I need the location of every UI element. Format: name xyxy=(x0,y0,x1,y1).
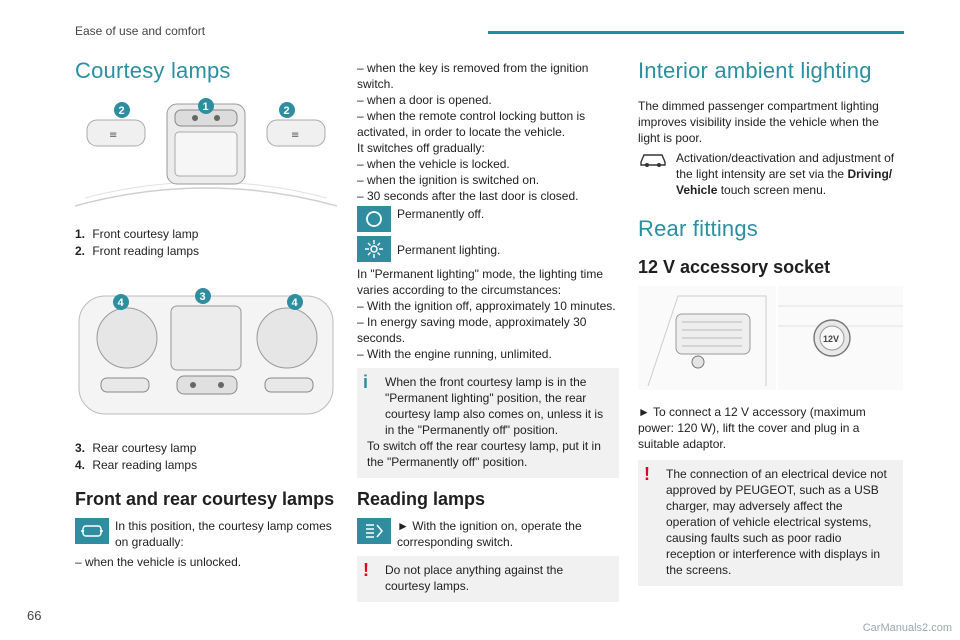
reading-text: ► With the ignition on, operate the corresponding switch. xyxy=(397,519,582,549)
perm-off-text: Permanently off. xyxy=(397,207,485,221)
heading-rear-fittings: Rear fittings xyxy=(638,216,758,241)
socket-label: 12V xyxy=(823,334,840,344)
socket-warning-text: The connection of an electrical device not approved by PEUGEOT, such as a USB charger, may adversely affect the operation of vehicle electrical systems, causing faults such as poor radio reception or interference with displays in the screens. xyxy=(666,467,887,577)
socket-figure xyxy=(638,286,903,390)
car-icon xyxy=(638,150,672,173)
off-circle-icon xyxy=(357,206,391,232)
rear-courtesy-illustration xyxy=(75,282,337,418)
list-item: 1. Front courtesy lamp xyxy=(75,227,199,241)
badge-4-right: 4 xyxy=(291,297,298,309)
ambient-text: The dimmed passenger compartment lighting improves visibility inside the vehicle when the light is poor. xyxy=(638,99,879,145)
warning-text: Do not place anything against the courtesy lamps. xyxy=(385,563,564,593)
perm-line: – With the engine running, unlimited. xyxy=(357,347,552,361)
badge-1: 1 xyxy=(202,101,209,113)
warning-icon: ! xyxy=(644,464,650,484)
perm-off-row xyxy=(357,206,619,232)
unlock-line: – when the vehicle is unlocked. xyxy=(75,555,242,569)
info-icon: i xyxy=(363,372,369,392)
condition-line: – when the vehicle is locked. xyxy=(357,157,510,171)
heading-socket: 12 V accessory socket xyxy=(638,257,831,277)
page-number: 66 xyxy=(27,608,42,623)
condition-line: It switches off gradually: xyxy=(357,141,485,155)
warning-icon: ! xyxy=(363,560,369,580)
ambient-instruction: Activation/deactivation and adjustment of the light intensity are set via the Driving/ Vehicle touch screen menu. xyxy=(676,151,895,197)
svg-text:≡: ≡ xyxy=(109,130,118,141)
ambient-row xyxy=(638,150,903,198)
heading-reading-lamps: Reading lamps xyxy=(357,489,486,509)
reading-row xyxy=(357,518,619,550)
column-ambient xyxy=(638,52,903,592)
condition-line: – when the key is removed from the ignition switch. xyxy=(357,61,589,91)
perm-line: – In energy saving mode, approximately 30 seconds. xyxy=(357,315,587,345)
badge-4-left: 4 xyxy=(117,297,124,309)
list-item: 4. Rear reading lamps xyxy=(75,458,198,472)
perm-light-text: Permanent lighting. xyxy=(397,243,501,257)
front-lamp-list xyxy=(75,226,337,260)
column-conditions xyxy=(357,52,619,608)
warning-note-lamps xyxy=(357,556,619,602)
sun-icon xyxy=(357,236,391,262)
perm-line: – With the ignition off, approximately 10 minutes. xyxy=(357,299,616,313)
heading-front-rear: Front and rear courtesy lamps xyxy=(75,489,335,509)
column-courtesy xyxy=(75,52,337,570)
front-courtesy-figure xyxy=(75,98,337,208)
condition-line: – when the ignition is switched on. xyxy=(357,173,540,187)
badge-2-left: 2 xyxy=(118,105,125,117)
condition-line: – when the remote control locking button is activated, in order to locate the vehicle. xyxy=(357,109,586,139)
header-rule xyxy=(488,31,904,34)
badge-2-right: 2 xyxy=(283,105,290,117)
perm-light-row xyxy=(357,236,619,262)
front-courtesy-illustration xyxy=(75,98,337,208)
rear-lamp-list xyxy=(75,440,337,474)
info-note-text-a: When the front courtesy lamp is in the "Permanent lighting" position, the rear courtesy lamp also comes on, unless it is in the "Permanently off" position. xyxy=(385,375,604,437)
running-header: Ease of use and comfort xyxy=(75,24,206,38)
gradual-on-row xyxy=(75,518,337,550)
badge-3: 3 xyxy=(199,291,206,303)
list-item: 3. Rear courtesy lamp xyxy=(75,441,197,455)
door-lamp-icon xyxy=(75,518,109,544)
heading-courtesy-lamps: Courtesy lamps xyxy=(75,58,231,83)
perm-line: In "Permanent lighting" mode, the lighting time varies according to the circumstances: xyxy=(357,267,603,297)
socket-illustration xyxy=(638,286,903,390)
reading-lamp-icon xyxy=(357,518,391,544)
info-note-text-b: To switch off the rear courtesy lamp, put it in the "Permanently off" position. xyxy=(367,439,601,469)
heading-ambient: Interior ambient lighting xyxy=(638,58,872,83)
warning-note-socket xyxy=(638,460,903,586)
condition-line: – when a door is opened. xyxy=(357,93,492,107)
watermark: CarManuals2.com xyxy=(862,622,952,634)
list-item: 2. Front reading lamps xyxy=(75,244,200,258)
condition-line: – 30 seconds after the last door is closed. xyxy=(357,189,579,203)
info-note xyxy=(357,368,619,478)
gradual-on-text: In this position, the courtesy lamp comes on gradually: xyxy=(115,519,332,549)
rear-courtesy-figure xyxy=(75,282,337,418)
svg-text:≡: ≡ xyxy=(291,130,300,141)
socket-text: ► To connect a 12 V accessory (maximum power: 120 W), lift the cover and plug in a suitable adaptor. xyxy=(638,405,866,451)
